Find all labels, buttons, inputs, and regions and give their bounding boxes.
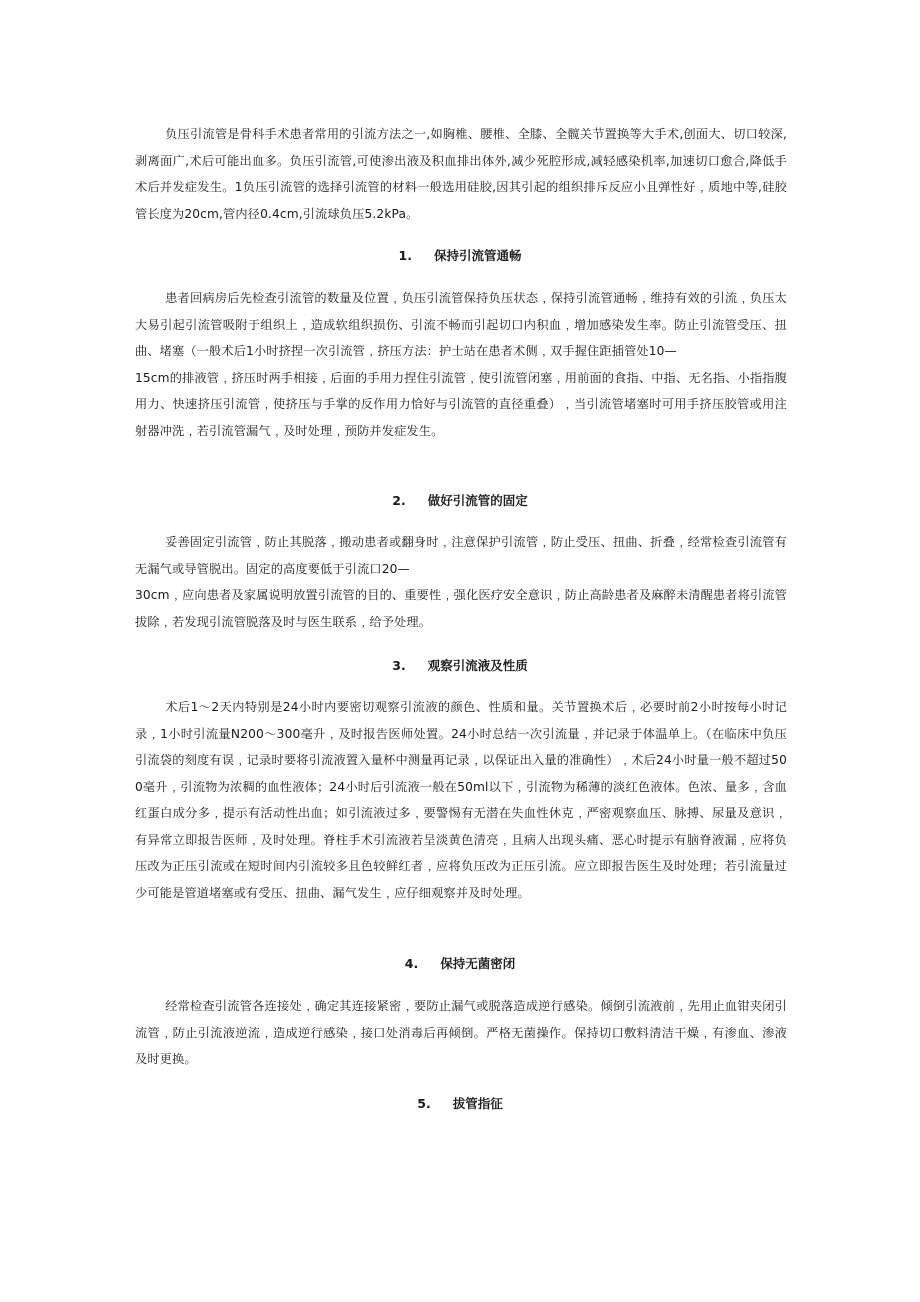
section-title: 做好引流管的固定 (427, 493, 528, 508)
section-title: 保持引流管通畅 (433, 248, 522, 263)
section-heading-1 (0, 246, 920, 266)
intro-text: 负压引流管是骨科手术患者常用的引流方法之一,如胸椎、腰椎、全膝、全髋关节置换等大手术,创面大、切口较深,剥离面广,术后可能出血多。负压引流管,可使渗出液及积血排出体外,减少死腔形成,减轻感染机率,加速切口愈合,降低手术后并发症发生。1负压引流管的选择引流管的材料一般选用硅胶,因其引起的组织排斥反应小且弹性好﹐质地中等,硅胶管长度为20cm,管内径0.4cm,引流球负压5.2kPa。 (135, 127, 787, 221)
section-title: 保持无菌密闭 (440, 956, 516, 971)
section-body-2 (135, 529, 787, 635)
section-number: 4. (404, 956, 419, 971)
section-number: 2. (392, 493, 406, 508)
section-heading-5 (0, 1094, 920, 1114)
section-title: 拔管指征 (452, 1096, 503, 1111)
section-number: 5. (417, 1096, 431, 1111)
section-body-text: 患者回病房后先检查引流管的数量及位置﹐负压引流管保持负压状态﹐保持引流管通畅﹐维持有效的引流﹐负压太大易引起引流管吸附于组织上﹐造成软组织损伤、引流不畅而引起切口内积血﹐增加感染发生率。防止引流管受压、扭曲、堵塞（一般术后1小时挤捏一次引流管﹐挤压方法：护士站在患者术侧﹐双手握住距插管处10— 15cm的排液管﹐挤压时两手相接﹐后面的手用力捏住引流管﹐使引流管闭塞﹐用前面的食指、中指、无名指、小指指腹用力、快速挤压引流管﹐使挤压与手掌的反作用力恰好与引流管的直径重叠）﹐当引流管堵塞时可用手挤压胶管或用注射器冲洗﹐若引流管漏气﹐及时处理﹐预防并发症发生。 (135, 291, 787, 438)
section-number: 3. (392, 658, 406, 673)
section-body-text: 术后1～2天内特别是24小时内要密切观察引流液的颜色、性质和量。关节置换术后﹐必要时前2小时按每小时记录﹐1小时引流量N200～300毫升﹐及时报告医师处置。24小时总结一次引流量﹐并记录于体温单上。（在临床中负压引流袋的刻度有误﹐记录时要将引流液置入量杯中测量再记录﹐以保证出入量的准确性）﹐术后24小时量一般不超过500毫升﹐引流物为浓稠的血性液体；24小时后引流液一般在50ml以下﹐引流物为稀薄的淡红色液体。色浓、量多﹐含血红蛋白成分多﹐提示有活动性出血；如引流液过多﹐要警惕有无潜在失血性休克﹐严密观察血压、脉搏、尿量及意识﹐有异常立即报告医师﹐及时处理。脊柱手术引流液若呈淡黄色清亮﹐且病人出现头痛、恶心时提示有脑脊液漏﹐应将负压改为正压引流或在短时间内引流较多且色较鲜红者﹐应将负压改为正压引流。应立即报告医生及时处理；若引流量过少可能是管道堵塞或有受压、扭曲、漏气发生﹐应仔细观察并及时处理。 (135, 700, 787, 900)
section-body-3 (135, 694, 787, 906)
section-number: 1. (398, 248, 412, 263)
section-heading-3 (0, 656, 920, 676)
section-heading-4 (0, 954, 920, 974)
section-body-4 (135, 993, 787, 1073)
section-heading-2 (0, 491, 920, 511)
section-body-text: 经常检查引流管各连接处﹐确定其连接紧密﹐要防止漏气或脱落造成逆行感染。倾倒引流液前﹐先用止血钳夹闭引流管﹐防止引流液逆流﹐造成逆行感染﹐接口处消毒后再倾倒。严格无菌操作。保持切口敷料清洁干燥﹐有渗血、渗液及时更换。 (135, 999, 787, 1066)
section-body-text: 妥善固定引流管﹐防止其脱落﹐搬动患者或翻身时﹐注意保护引流管﹐防止受压、扭曲、折叠﹐经常检查引流管有无漏气或导管脱出。固定的高度要低于引流口20— 30cm﹐应向患者及家属说明放置引流管的目的、重要性﹐强化医疗安全意识﹐防止高龄患者及麻醉未清醒患者将引流管拔除﹐若发现引流管脱落及时与医生联系﹐给予处理。 (135, 535, 787, 629)
intro-paragraph (135, 121, 787, 227)
section-body-1 (135, 285, 787, 444)
section-title: 观察引流液及性质 (427, 658, 528, 673)
